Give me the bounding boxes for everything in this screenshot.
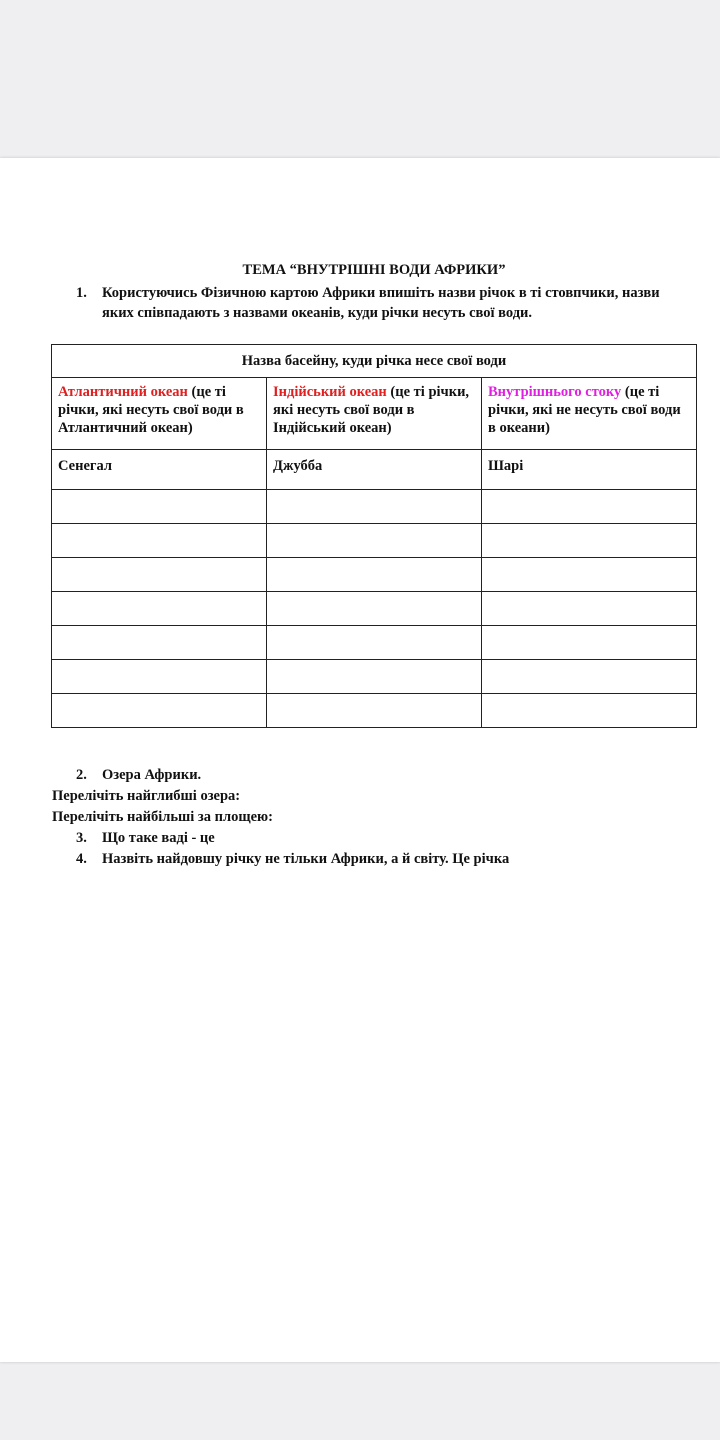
- largest-lakes-prompt: Перелічіть найбільші за площею:: [52, 809, 273, 825]
- column-atlantic-desc: (це ті річки, які несуть свої води в Атлантичний океан): [58, 384, 244, 436]
- task-4-text: Назвіть найдовшу річку не тільки Африки, а й світу. Це річка: [102, 851, 510, 867]
- document-title: ТЕМА “ВНУТРІШНІ ВОДИ АФРИКИ”: [242, 262, 506, 278]
- column-internal-desc: (це ті річки, які не несуть свої води в океани): [488, 384, 681, 436]
- table-row: [52, 490, 697, 524]
- empty-cell[interactable]: [52, 524, 267, 558]
- river-cell: Джубба: [267, 450, 482, 490]
- empty-cell[interactable]: [267, 660, 482, 694]
- table-row: [52, 694, 697, 728]
- column-indian-desc: (це ті річки, які несуть свої води в Індійський океан): [273, 384, 470, 436]
- empty-cell[interactable]: [52, 660, 267, 694]
- empty-cell[interactable]: [52, 558, 267, 592]
- empty-cell[interactable]: [482, 592, 697, 626]
- task-4-number: 4.: [76, 851, 87, 867]
- river-cell: Шарі: [482, 450, 697, 490]
- task-4: [52, 849, 509, 870]
- empty-cell[interactable]: [52, 592, 267, 626]
- task-3: [52, 828, 509, 849]
- document-page: [0, 158, 720, 1362]
- column-internal: [482, 378, 697, 450]
- column-indian-title: Індійський океан: [273, 384, 387, 400]
- task-1: [76, 283, 676, 323]
- task-2-number: 2.: [76, 767, 87, 783]
- empty-cell[interactable]: [267, 626, 482, 660]
- empty-cell[interactable]: [52, 490, 267, 524]
- table-row: [52, 558, 697, 592]
- rivers-table: [51, 344, 697, 728]
- empty-cell[interactable]: [482, 524, 697, 558]
- column-atlantic: [52, 378, 267, 450]
- empty-cell[interactable]: [482, 558, 697, 592]
- column-internal-title: Внутрішнього стоку: [488, 384, 622, 400]
- table-row: [52, 660, 697, 694]
- deepest-lakes-prompt: Перелічіть найглибші озера:: [52, 788, 241, 804]
- task-3-text: Що таке ваді - це: [102, 830, 215, 846]
- empty-cell[interactable]: [52, 626, 267, 660]
- task-2-text: Озера Африки.: [102, 767, 202, 783]
- empty-cell[interactable]: [267, 558, 482, 592]
- table-row: [52, 592, 697, 626]
- empty-cell[interactable]: [267, 490, 482, 524]
- empty-cell[interactable]: [482, 694, 697, 728]
- empty-cell[interactable]: [267, 592, 482, 626]
- river-cell: Сенегал: [52, 450, 267, 490]
- table-row: [52, 524, 697, 558]
- task-3-number: 3.: [76, 830, 87, 846]
- empty-cell[interactable]: [267, 524, 482, 558]
- task-2: [52, 765, 509, 786]
- empty-cell[interactable]: [267, 694, 482, 728]
- table-row: [52, 626, 697, 660]
- empty-cell[interactable]: [482, 490, 697, 524]
- empty-cell[interactable]: [482, 660, 697, 694]
- empty-cell[interactable]: [52, 694, 267, 728]
- table-header: Назва басейну, куди річка несе свої води: [52, 345, 697, 378]
- column-atlantic-title: Атлантичний океан: [58, 384, 188, 400]
- task-1-number: 1.: [76, 285, 87, 301]
- empty-cell[interactable]: [482, 626, 697, 660]
- section-2-and-beyond: [52, 765, 509, 870]
- task-1-text: Користуючись Фізичною картою Африки впишіть назви річок в ті стовпчики, назви яких співпадають з назвами океанів, куди річки несуть свої води.: [102, 285, 660, 321]
- column-indian: [267, 378, 482, 450]
